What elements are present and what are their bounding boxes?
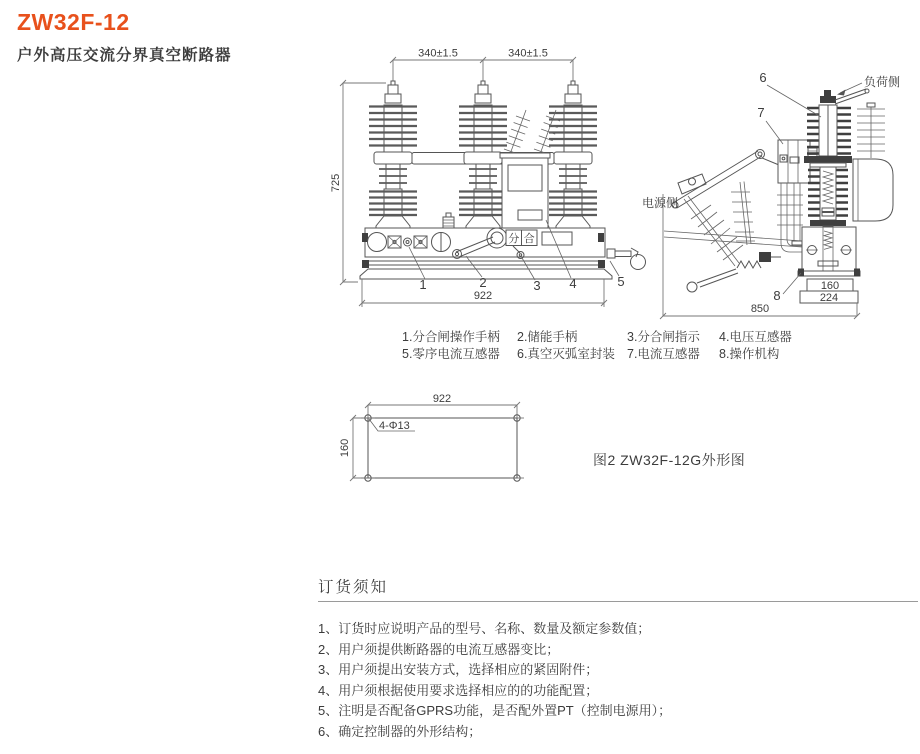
ordering-heading: 订货须知 <box>318 579 389 596</box>
linkage-mechanism <box>687 252 781 292</box>
ordering-divider <box>318 601 918 602</box>
dim-label-922: 922 <box>473 290 493 302</box>
plan-label-160: 160 <box>339 438 351 458</box>
legend-item-4: 4.电压互感器 <box>719 330 792 344</box>
plan-dim-width <box>365 393 520 418</box>
ordering-item-3: 3、用户须提出安装方式，选择相应的紧固附件； <box>318 662 599 678</box>
voltage-transformer <box>853 103 893 221</box>
ordering-item-5: 5、注明是否配备GPRS功能，是否配外置PT（控制电源用）； <box>318 703 672 719</box>
callout-6: 6 <box>759 70 767 85</box>
dim-label-160-base: 160 <box>820 280 840 292</box>
legend-item-7: 7.电流互感器 <box>627 346 700 361</box>
legend-item-5: 5.零序电流互感器 <box>402 346 500 361</box>
ordering-item-1: 1、订货时应说明产品的型号、名称、数量及额定参数值； <box>318 621 651 636</box>
legend-item-1: 1.分合闸操作手柄 <box>402 330 500 344</box>
insulator-phase-a <box>369 81 417 228</box>
callout-4: 4 <box>569 276 577 291</box>
indicator-close-label: 合 <box>523 233 535 245</box>
insulator-phase-c <box>549 81 597 228</box>
ordering-item-4: 4、用户须根据使用要求选择相应的的功能配置； <box>318 682 599 698</box>
dim-label-340-left: 340±1.5 <box>418 48 458 60</box>
callout-7: 7 <box>757 105 765 120</box>
indicator-open-label: 分 <box>508 233 520 245</box>
ordering-item-2: 2、用户须提供断路器的电流互感器变比； <box>318 641 560 657</box>
operating-mechanism-base <box>798 227 860 277</box>
legend-item-8: 8.操作机构 <box>719 346 780 361</box>
dim-label-725: 725 <box>330 173 342 193</box>
source-side-label: 电源侧 <box>642 196 679 210</box>
parts-legend <box>402 329 832 362</box>
callout-1: 1 <box>419 277 427 292</box>
dim-label-850: 850 <box>750 303 770 315</box>
side-dims <box>660 279 860 319</box>
legend-item-3: 3.分合闸指示 <box>627 330 700 344</box>
callout-3: 3 <box>533 278 541 293</box>
secondary-insulator <box>731 182 755 246</box>
dim-label-340-right: 340±1.5 <box>508 48 548 60</box>
legend-item-6: 6.真空灭弧室封装 <box>517 346 615 361</box>
pole-enclosure-box <box>500 153 550 228</box>
front-view-drawing <box>330 48 670 316</box>
ordering-list <box>318 619 918 743</box>
hole-label: 4-Φ13 <box>379 420 410 432</box>
front-dim-top <box>390 48 576 82</box>
source-side-insulator <box>684 196 743 266</box>
plan-label-922: 922 <box>432 393 452 405</box>
callout-5: 5 <box>617 274 625 289</box>
callout-2: 2 <box>479 275 487 290</box>
legend-item-2: 2.储能手柄 <box>517 330 578 344</box>
hole-callout <box>369 419 415 432</box>
figure-caption: 图2 ZW32F-12G外形图 <box>593 452 746 468</box>
callout-8: 8 <box>773 288 781 303</box>
ordering-item-6: 6、确定控制器的外形结构； <box>318 723 482 739</box>
dim-label-224: 224 <box>819 292 839 304</box>
page-title: ZW32F-12 <box>17 9 130 35</box>
page-subtitle: 户外高压交流分界真空断路器 <box>17 47 232 64</box>
mounting-plan-drawing <box>335 393 535 485</box>
plan-dim-height <box>339 415 368 481</box>
side-view-drawing <box>640 55 920 323</box>
load-side-label: 负荷侧 <box>864 75 901 89</box>
